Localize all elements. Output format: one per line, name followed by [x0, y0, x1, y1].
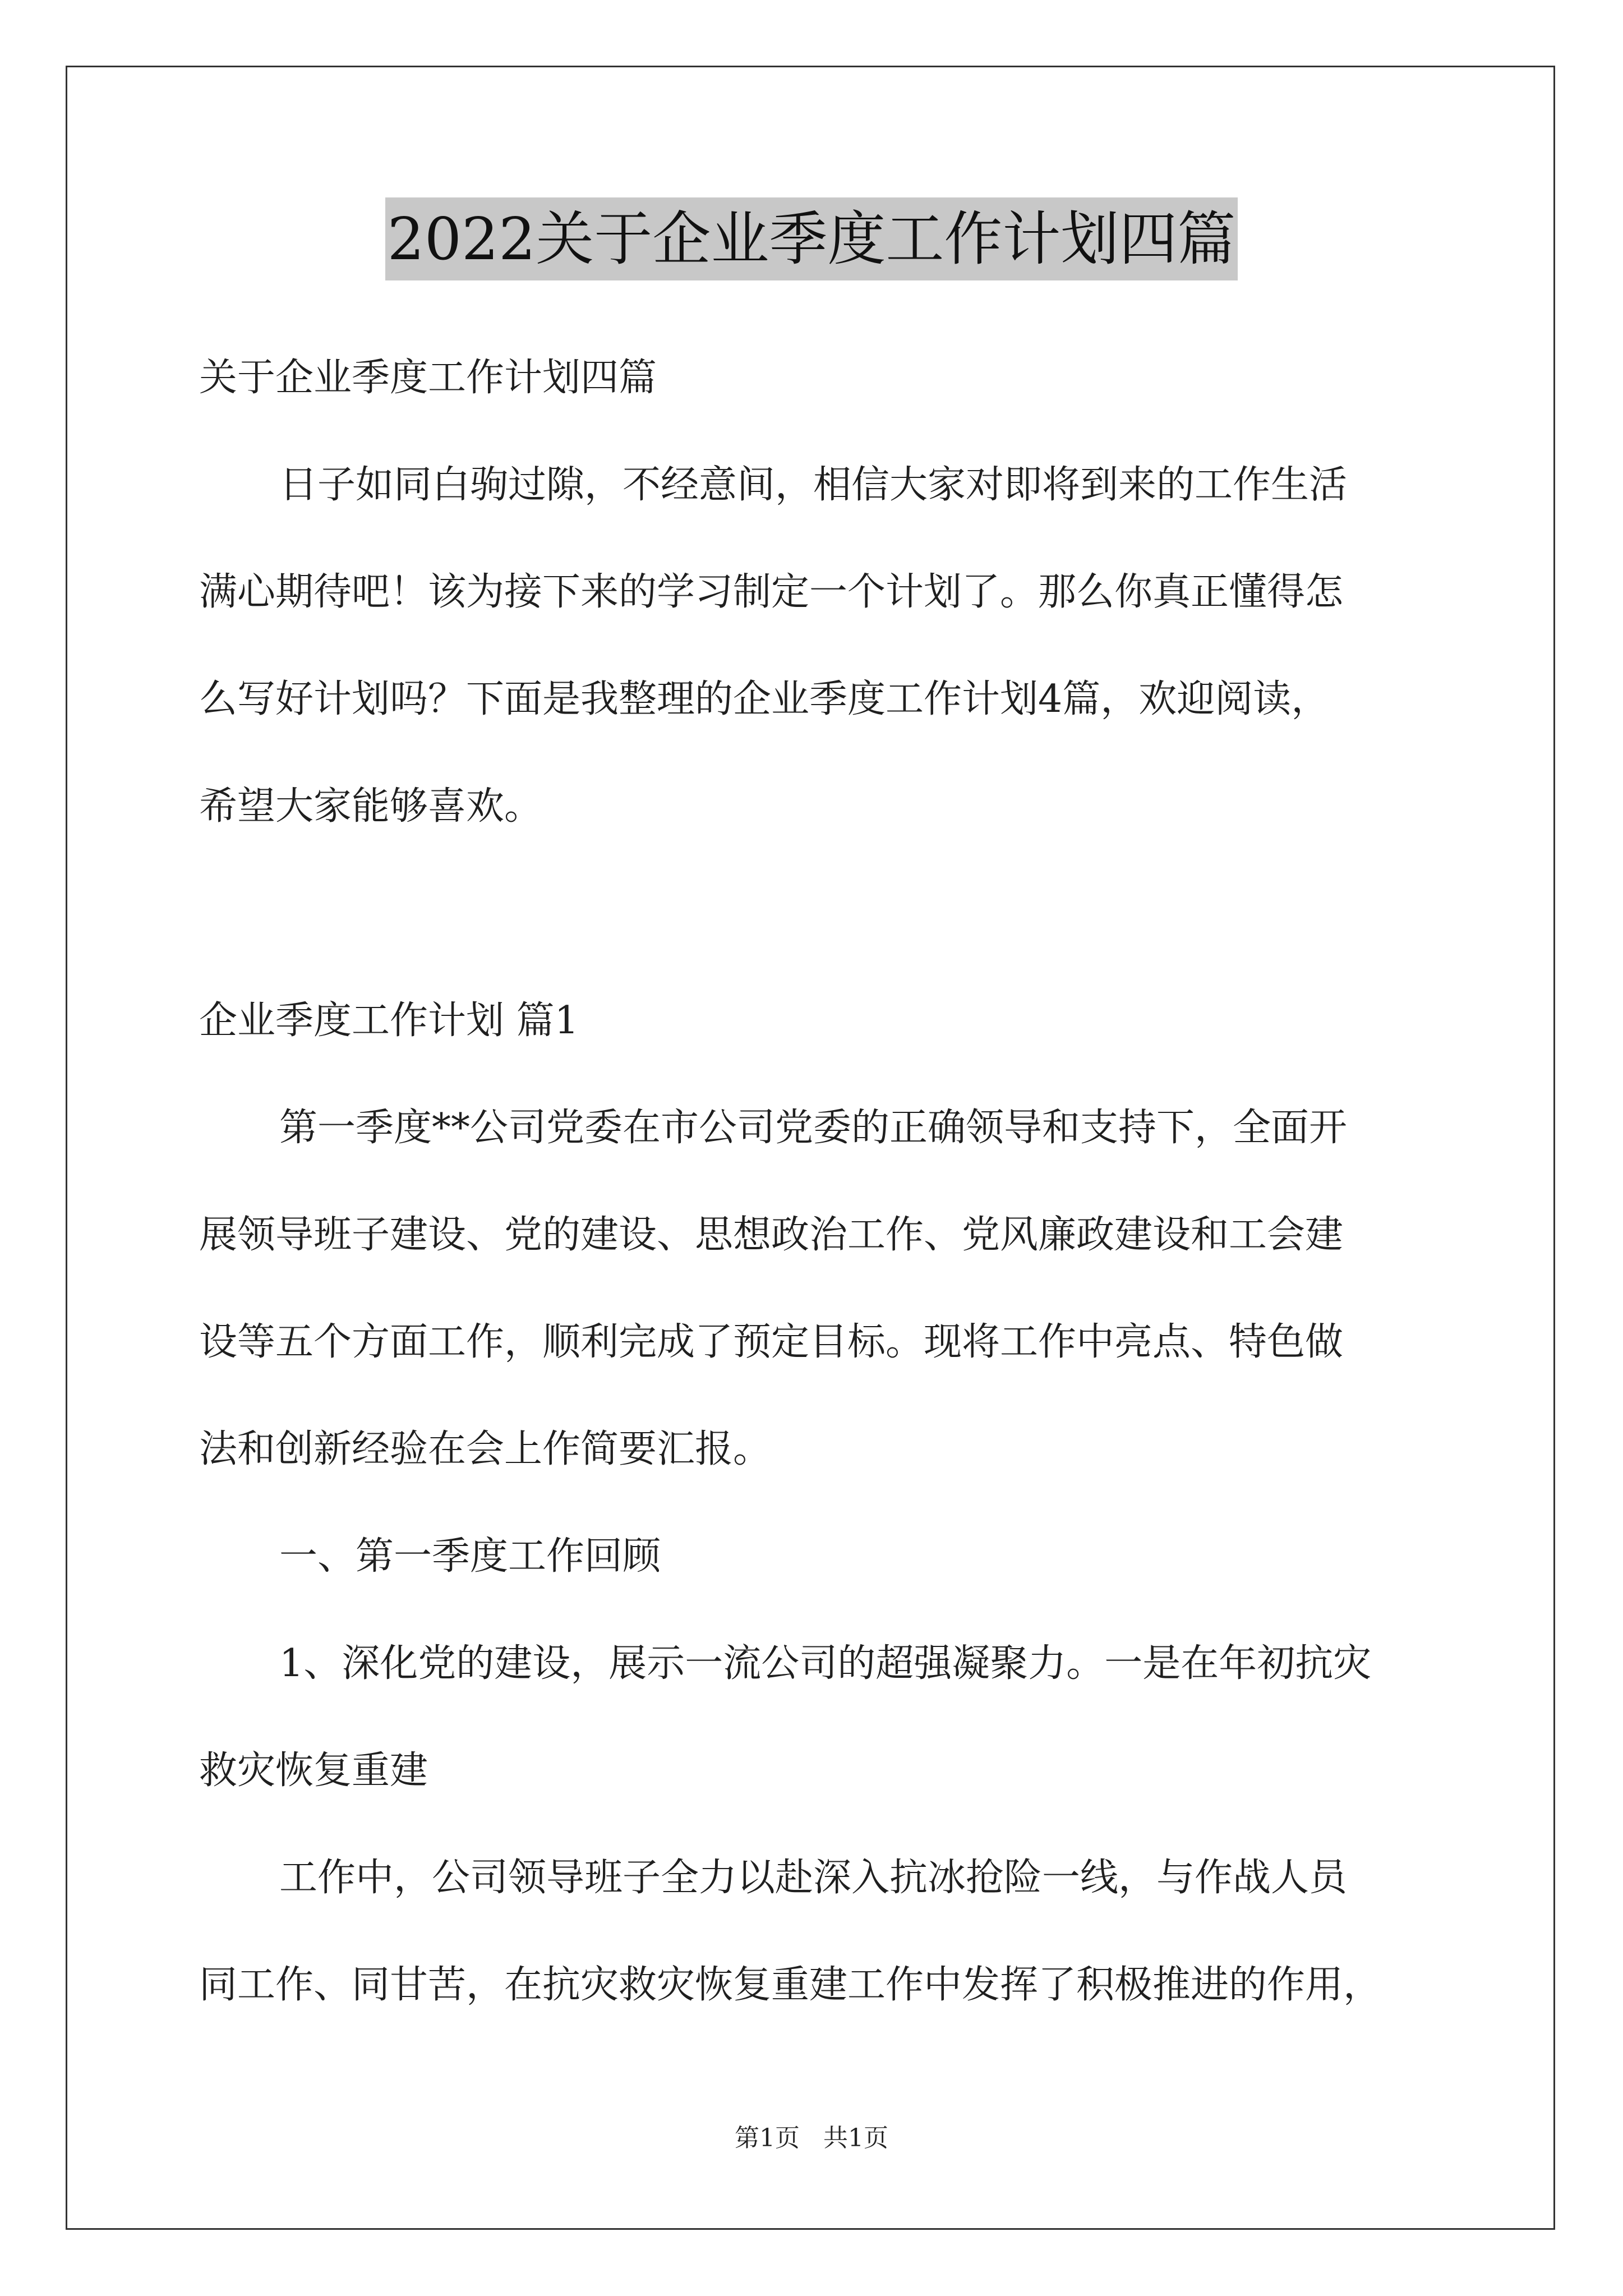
- section-heading: 企业季度工作计划 篇1: [199, 999, 579, 1043]
- title-container: [0, 197, 1623, 280]
- para1-line-2: 展领导班子建设、党的建设、思想政治工作、党风廉政建设和工会建: [199, 1213, 1344, 1257]
- page-footer: 第1页 共1页: [735, 2124, 888, 2152]
- document-subtitle: 关于企业季度工作计划四篇: [199, 356, 657, 400]
- intro-line-2: 满心期待吧！该为接下来的学习制定一个计划了。那么你真正懂得怎: [199, 570, 1344, 614]
- para1-line-4: 法和创新经验在会上作简要汇报。: [199, 1427, 772, 1471]
- intro-line-4: 希望大家能够喜欢。: [199, 784, 543, 829]
- para2-line-1: 工作中，公司领导班子全力以赴深入抗冰抢险一线，与作战人员: [279, 1856, 1348, 1900]
- intro-line-1: 日子如同白驹过隙，不经意间，相信大家对即将到来的工作生活: [279, 463, 1348, 507]
- para2-line-2: 同工作、同甘苦，在抗灾救灾恢复重建工作中发挥了积极推进的作用，: [199, 1963, 1382, 2007]
- para1-line-1: 第一季度**公司党委在市公司党委的正确领导和支持下，全面开: [279, 1106, 1348, 1150]
- intro-line-3: 么写好计划吗？下面是我整理的企业季度工作计划4篇，欢迎阅读，: [199, 677, 1330, 721]
- document-title: 2022关于企业季度工作计划四篇: [385, 197, 1238, 280]
- sub-heading: 一、第一季度工作回顾: [279, 1534, 661, 1579]
- point1-line-1: 1、深化党的建设，展示一流公司的超强凝聚力。一是在年初抗灾: [279, 1641, 1372, 1686]
- point1-line-2: 救灾恢复重建: [199, 1749, 428, 1793]
- para1-line-3: 设等五个方面工作，顺利完成了预定目标。现将工作中亮点、特色做: [199, 1320, 1344, 1364]
